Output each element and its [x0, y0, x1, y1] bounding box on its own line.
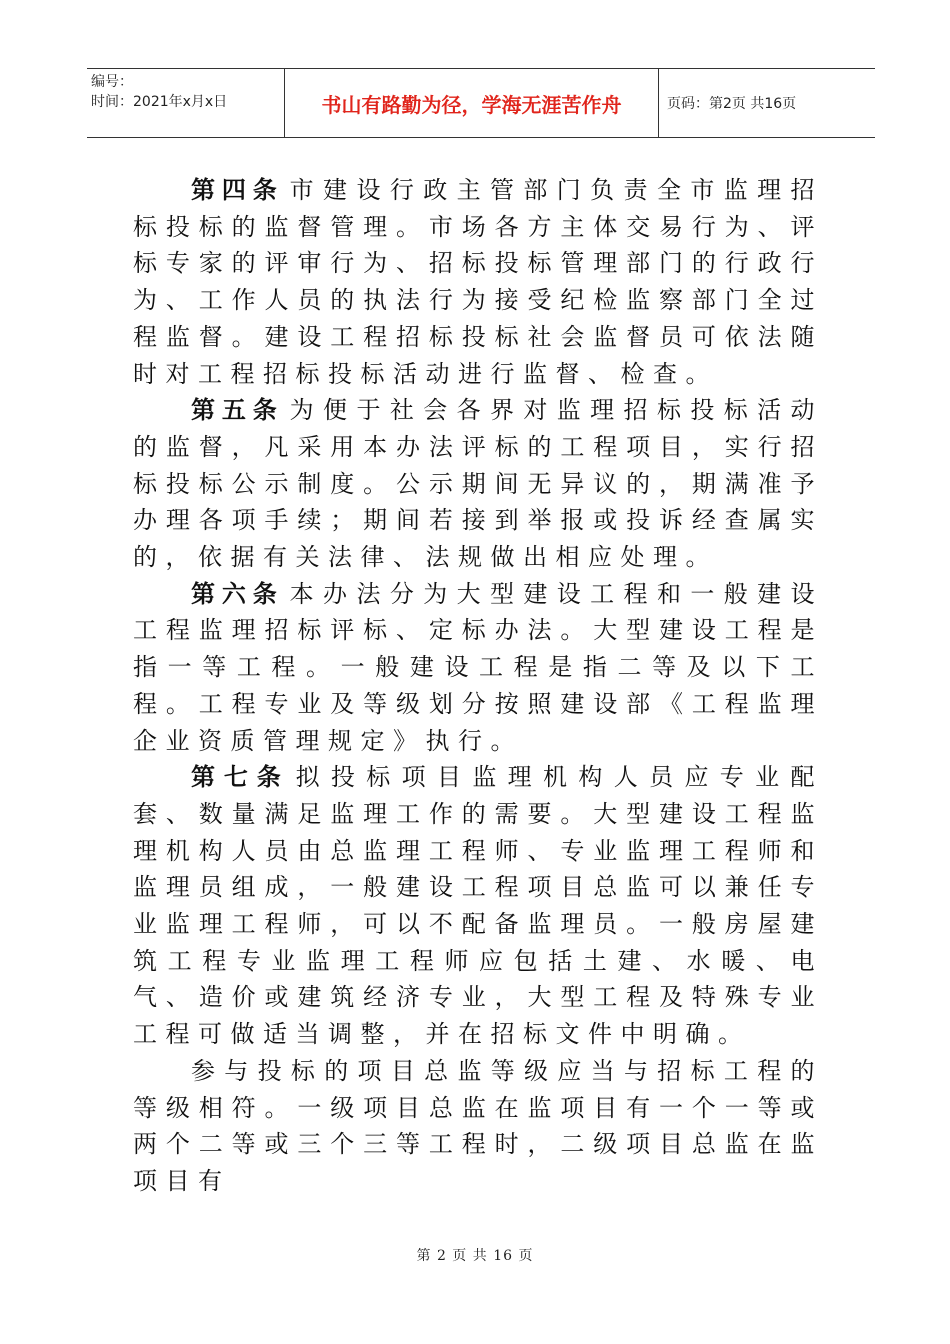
document-number-label: 编号：: [91, 74, 133, 90]
document-body: [133, 172, 823, 1200]
header-meta: [87, 69, 285, 137]
article-7-continuation-paragraph: [133, 1053, 823, 1200]
article-5-heading: 第五条: [191, 396, 284, 425]
article-7-paragraph: [133, 759, 823, 1053]
page-footer: 第 2 页 共 16 页: [416, 1248, 534, 1264]
article-4-paragraph: [133, 172, 823, 392]
article-6-paragraph: [133, 576, 823, 760]
article-6-heading: 第六条: [191, 579, 284, 608]
article-7-continuation-text: 参与投标的项目总监等级应当与招标工程的等级相符。一级项目总监在监项目有一个一等或两个二等或三个三等工程时，二级项目总监在监项目有: [133, 1056, 823, 1195]
document-header: [87, 68, 875, 138]
article-4-heading: 第四条: [191, 176, 284, 204]
header-motto: 书山有路勤为径，学海无涯苦作舟: [285, 69, 659, 137]
article-7-heading: 第七条: [191, 763, 290, 792]
article-5-paragraph: [133, 392, 823, 576]
article-7-text: 拟投标项目监理机构人员应专业配套、数量满足监理工作的需要。大型建设工程监理机构人员由总监理工程师、专业监理工程师和监理员组成，一般建设工程项目总监可以兼任专业监理工程师，可以不配备监理员。一般房屋建筑工程专业监理工程师应包括土建、水暖、电气、造价或建筑经济专业，大型工程及特殊专业工程可做适当调整，并在招标文件中明确。: [133, 763, 824, 1049]
document-date: 时间：2021年x月x日: [91, 94, 228, 110]
article-6-text: 本办法分为大型建设工程和一般建设工程监理招标评标、定标办法。大型建设工程是指一等工程。一般建设工程是指二等及以下工程。工程专业及等级划分按照建设部《工程监理企业资质管理规定》执行。: [133, 579, 824, 755]
article-4-text: 市建设行政主管部门负责全市监理招标投标的监督管理。市场各方主体交易行为、评标专家的评审行为、招标投标管理部门的行政行为、工作人员的执法行为接受纪检监察部门全过程监督。建设工程招标投标社会监督员可依法随时对工程招标投标活动进行监督、检查。: [133, 176, 824, 388]
header-page-info: 页码：第2页 共16页: [667, 96, 797, 112]
article-5-text: 为便于社会各界对监理招标投标活动的监督，凡采用本办法评标的工程项目，实行招标投标公示制度。公示期间无异议的，期满准予办理各项手续；期间若接到举报或投诉经查属实的，依据有关法律、法规做出相应处理。: [133, 396, 824, 572]
